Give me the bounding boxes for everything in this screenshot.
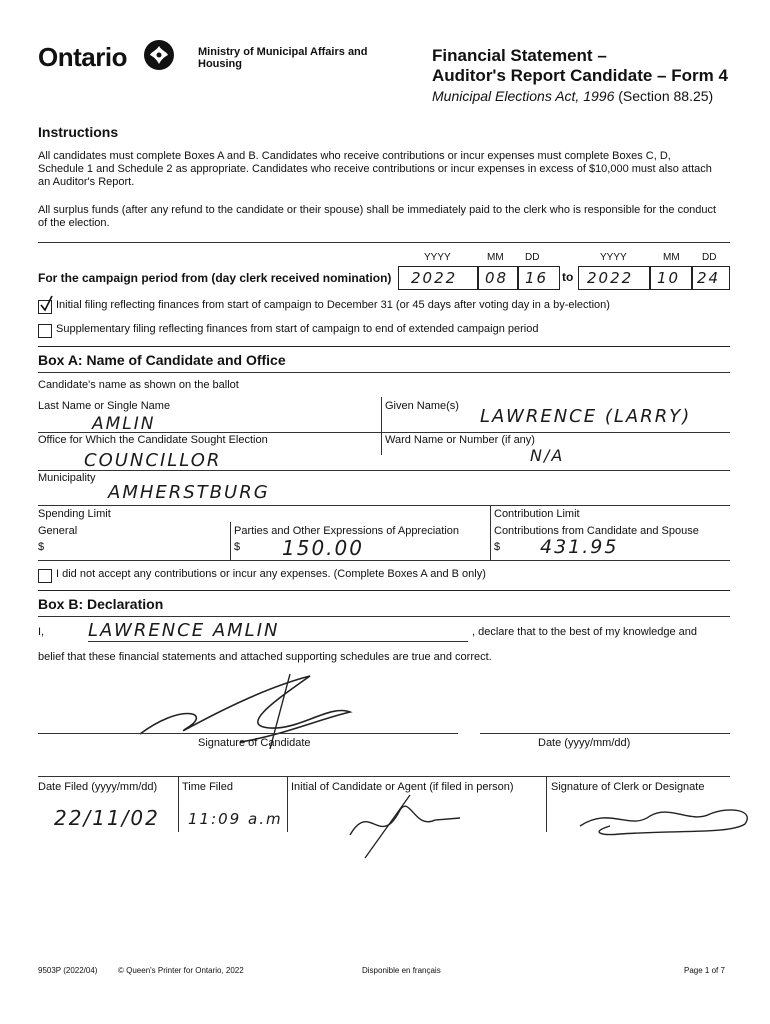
divider bbox=[38, 470, 730, 471]
contributions-label: Contributions from Candidate and Spouse bbox=[494, 525, 699, 537]
divider bbox=[38, 505, 730, 506]
form-subtitle bbox=[432, 88, 713, 104]
clerk-signature-label: Signature of Clerk or Designate bbox=[551, 781, 705, 793]
given-names-value[interactable]: LAWRENCE (LARRY) bbox=[480, 406, 692, 427]
parties-value[interactable]: 150.00 bbox=[282, 536, 364, 560]
parties-dollar: $ bbox=[234, 541, 241, 553]
instructions-para-2: All surplus funds (after any refund to the candidate or their spouse) shall be immediately paid to the clerk who is responsible for the conduct of the election. bbox=[38, 204, 717, 229]
declare-text: , declare that to the best of my knowledge and bbox=[472, 626, 698, 638]
spending-limit-label: Spending Limit bbox=[38, 508, 111, 520]
divider bbox=[38, 616, 730, 617]
checkmark-icon bbox=[39, 295, 55, 313]
office-value[interactable]: COUNCILLOR bbox=[84, 450, 222, 471]
time-filed-value[interactable]: 11:09 a.m bbox=[188, 810, 283, 828]
from-dd-field[interactable]: 16 bbox=[518, 266, 560, 290]
to-label: to bbox=[562, 270, 574, 284]
divider bbox=[38, 242, 730, 243]
signature-date-label: Date (yyyy/mm/dd) bbox=[538, 737, 631, 749]
form-title bbox=[432, 46, 728, 86]
box-a-heading: Box A: Name of Candidate and Office bbox=[38, 352, 286, 368]
belief-text: belief that these financial statements and attached supporting schedules are true and correct. bbox=[38, 651, 492, 663]
initial-filing-checkbox[interactable] bbox=[38, 300, 52, 314]
to-yyyy-header: YYYY bbox=[600, 252, 627, 263]
time-filed-label: Time Filed bbox=[182, 781, 233, 793]
contribution-limit-label: Contribution Limit bbox=[494, 508, 580, 520]
act-name: Municipal Elections Act, 1996 bbox=[432, 88, 615, 104]
ontario-logo-text: Ontario bbox=[38, 42, 127, 72]
act-section: (Section 88.25) bbox=[618, 88, 714, 104]
box-b-divider bbox=[38, 590, 730, 591]
french-version-link[interactable]: Disponible en français bbox=[362, 966, 441, 975]
to-mm-header: MM bbox=[663, 252, 680, 263]
form-number: 9503P (2022/04) bbox=[38, 966, 98, 975]
office-label: Office for Which the Candidate Sought Election bbox=[38, 434, 268, 446]
clerk-signature bbox=[560, 796, 760, 846]
ministry-name: Ministry of Municipal Affairs and Housing bbox=[198, 46, 368, 70]
divider bbox=[178, 776, 179, 832]
date-filed-value[interactable]: 22/11/02 bbox=[54, 806, 160, 830]
divider bbox=[38, 372, 730, 373]
ward-label: Ward Name or Number (if any) bbox=[385, 434, 535, 446]
box-b-heading: Box B: Declaration bbox=[38, 596, 164, 612]
initial-filing-label: Initial filing reflecting finances from start of campaign to December 31 (or 45 days after voting day in a by-election) bbox=[56, 299, 610, 311]
page-number: Page 1 of 7 bbox=[684, 966, 725, 975]
to-yyyy-field[interactable]: 2022 bbox=[578, 266, 650, 290]
from-dd-header: DD bbox=[525, 252, 540, 263]
general-dollar: $ bbox=[38, 541, 45, 553]
copyright: © Queen's Printer for Ontario, 2022 bbox=[118, 966, 244, 975]
instructions-para-1: All candidates must complete Boxes A and B. Candidates who receive contributions or incur expenses must complete Boxes C, D, Schedule 1 and Schedule 2 as appropriate. Candidates who receive contributions or incur expenses in excess of $10,000 must also attach an Auditor's Report. bbox=[38, 150, 712, 188]
last-name-value[interactable]: AMLIN bbox=[92, 414, 156, 434]
to-dd-field[interactable]: 24 bbox=[692, 266, 730, 290]
from-mm-header: MM bbox=[487, 252, 504, 263]
trillium-logo-icon bbox=[144, 40, 174, 70]
last-name-label: Last Name or Single Name bbox=[38, 400, 171, 412]
contributions-dollar: $ bbox=[494, 541, 501, 553]
from-yyyy-field[interactable]: 2022 bbox=[398, 266, 478, 290]
declaration-i-label: I, bbox=[38, 626, 45, 638]
form-title-line1: Financial Statement – bbox=[432, 46, 607, 65]
supplementary-filing-checkbox[interactable] bbox=[38, 324, 52, 338]
candidate-name-note: Candidate's name as shown on the ballot bbox=[38, 379, 239, 391]
signature-label: Signature of Candidate bbox=[198, 737, 311, 749]
to-dd-header: DD bbox=[702, 252, 717, 263]
instructions-heading: Instructions bbox=[38, 124, 119, 140]
divider bbox=[38, 432, 730, 433]
from-yyyy-header: YYYY bbox=[424, 252, 451, 263]
parties-label: Parties and Other Expressions of Appreciation bbox=[234, 525, 460, 537]
box-a-divider bbox=[38, 346, 730, 347]
divider bbox=[38, 776, 730, 777]
initial-signature bbox=[340, 790, 480, 860]
from-mm-field[interactable]: 08 bbox=[478, 266, 518, 290]
general-label: General bbox=[38, 525, 78, 537]
given-names-label: Given Name(s) bbox=[385, 400, 459, 412]
declarant-name-field[interactable]: LAWRENCE AMLIN bbox=[88, 620, 468, 642]
initial-label: Initial of Candidate or Agent (if filed in person) bbox=[291, 781, 514, 793]
general-value-field[interactable] bbox=[48, 538, 224, 556]
contributions-value[interactable]: 431.95 bbox=[540, 536, 619, 558]
campaign-period-label: For the campaign period from (day clerk received nomination) bbox=[38, 271, 392, 285]
date-line bbox=[480, 733, 730, 734]
divider bbox=[38, 560, 730, 561]
signature-line bbox=[38, 733, 458, 734]
municipality-value[interactable]: AMHERSTBURG bbox=[108, 482, 270, 503]
divider bbox=[546, 776, 547, 832]
divider bbox=[490, 505, 491, 560]
date-filed-label: Date Filed (yyyy/mm/dd) bbox=[38, 781, 158, 793]
divider bbox=[381, 397, 382, 455]
no-contributions-label: I did not accept any contributions or incur any expenses. (Complete Boxes A and B only) bbox=[56, 568, 486, 580]
form-title-line2: Auditor's Report Candidate – Form 4 bbox=[432, 66, 728, 85]
no-contributions-checkbox[interactable] bbox=[38, 569, 52, 583]
divider bbox=[287, 776, 288, 832]
supplementary-filing-label: Supplementary filing reflecting finances from start of campaign to end of extended campaign period bbox=[56, 323, 539, 335]
divider bbox=[230, 522, 231, 560]
to-mm-field[interactable]: 10 bbox=[650, 266, 692, 290]
ward-value[interactable]: N/A bbox=[530, 446, 565, 465]
municipality-label: Municipality bbox=[38, 472, 96, 484]
